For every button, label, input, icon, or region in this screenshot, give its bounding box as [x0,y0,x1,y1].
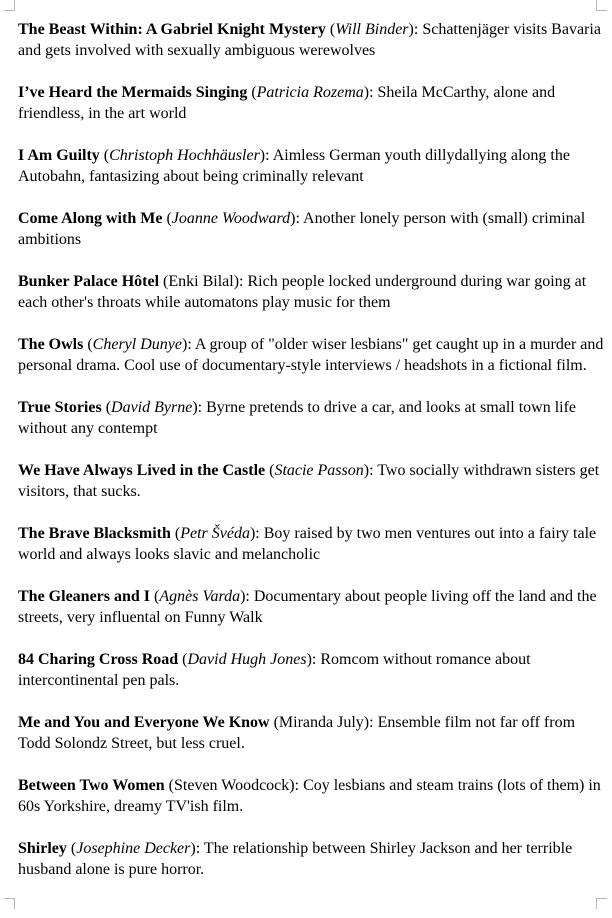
film-title: Come Along with Me [18,210,163,227]
film-description: The relationship between Shirley Jackson and her terrible husband alone is pure horror. [18,840,573,878]
film-entry: The Owls (Cheryl Dunye): A group of "older wiser lesbians" get caught up in a murder and personal drama. Cool use of documentary-style interviews / headshots in a fictional film. [18,336,604,374]
film-description: Byrne pretends to drive a car, and looks at small town life without any contempt [18,399,577,437]
film-title: I’ve Heard the Mermaids Singing [18,84,248,101]
film-description: Aimless German youth dillydallying along the Autobahn, fantasizing about being criminally relevant [18,147,570,185]
film-director: Miranda July [278,714,364,731]
film-title: The Brave Blacksmith [18,525,171,542]
page-corner-marker-top-right [596,0,607,11]
film-entry: Me and You and Everyone We Know (Miranda July): Ensemble film not far off from Todd Solondz Street, but less cruel. [18,714,576,752]
film-description: Another lonely person with (small) criminal ambitions [18,210,586,248]
film-list [18,19,604,901]
film-title: 84 Charing Cross Road [18,651,179,668]
page-corner-marker-bottom-left [4,898,15,909]
film-director: Steven Woodcock [174,777,290,794]
film-title: The Gleaners and I [18,588,151,605]
film-director: Petr Švéda [180,525,250,542]
film-description: Rich people locked underground during war going at each other's throats while automatons play music for them [18,273,587,311]
film-director: Joanne Woodward [171,210,291,227]
film-director: Stacie Passon [274,462,364,479]
film-title: We Have Always Lived in the Castle [18,462,266,479]
page-corner-marker-top-left [4,0,15,11]
film-director: Cheryl Dunye [92,336,182,353]
film-entry: I’ve Heard the Mermaids Singing (Patricia Rozema): Sheila McCarthy, alone and friendless, in the art world [18,84,556,122]
film-title: The Owls [18,336,84,353]
film-description: Boy raised by two men ventures out into a fairy tale world and always looks slavic and melancholic [18,525,597,563]
film-entry: Between Two Women (Steven Woodcock): Coy lesbians and steam trains (lots of them) in 60s Yorkshire, dreamy TV'ish film. [18,777,601,815]
film-description: Coy lesbians and steam trains (lots of them) in 60s Yorkshire, dreamy TV'ish film. [18,777,601,815]
film-description: A group of "older wiser lesbians" get caught up in a murder and personal drama. Cool use of documentary-style interviews / headshots in a fictional film. [18,336,604,374]
film-title: True Stories [18,399,102,416]
film-director: Christoph Hochhäusler [109,147,260,164]
film-title: I Am Guilty [18,147,100,164]
film-entry: Bunker Palace Hôtel (Enki Bilal): Rich people locked underground during war going at each other's throats while automatons play music for them [18,273,587,311]
film-description: Two socially withdrawn sisters get visitors, that sucks. [18,462,600,500]
film-entry: The Gleaners and I (Agnès Varda): Documentary about people living off the land and the streets, very influental on Funny Walk [18,588,597,626]
film-director: David Hugh Jones [187,651,307,668]
film-title: Between Two Women [18,777,165,794]
film-entry: True Stories (David Byrne): Byrne pretends to drive a car, and looks at small town life without any contempt [18,399,577,437]
film-director: Patricia Rozema [256,84,364,101]
film-title: Me and You and Everyone We Know [18,714,270,731]
film-description: Schattenjäger visits Bavaria and gets involved with sexually ambiguous werewolves [18,21,601,59]
film-entry: 84 Charing Cross Road (David Hugh Jones): Romcom without romance about intercontinental pen pals. [18,651,531,689]
film-title: Bunker Palace Hôtel [18,273,160,290]
film-description: Sheila McCarthy, alone and friendless, in the art world [18,84,556,122]
film-entry: Come Along with Me (Joanne Woodward): Another lonely person with (small) criminal ambitions [18,210,586,248]
film-director: Agnès Varda [159,588,241,605]
film-title: The Beast Within: A Gabriel Knight Mystery [18,21,326,38]
film-entry: The Beast Within: A Gabriel Knight Mystery (Will Binder): Schattenjäger visits Bavaria and gets involved with sexually ambiguous werewolves [18,21,601,59]
film-description: Romcom without romance about intercontinental pen pals. [18,651,531,689]
film-entry: The Brave Blacksmith (Petr Švéda): Boy raised by two men ventures out into a fairy tale world and always looks slavic and melancholic [18,525,597,563]
film-description: Ensemble film not far off from Todd Solondz Street, but less cruel. [18,714,576,752]
film-director: Enki Bilal [168,273,234,290]
film-director: Will Binder [335,21,409,38]
film-director: Josephine Decker [76,840,191,857]
film-title: Shirley [18,840,67,857]
film-description: Documentary about people living off the land and the streets, very influental on Funny Walk [18,588,597,626]
film-entry: We Have Always Lived in the Castle (Stacie Passon): Two socially withdrawn sisters get visitors, that sucks. [18,462,600,500]
film-entry: Shirley (Josephine Decker): The relationship between Shirley Jackson and her terrible husband alone is pure horror. [18,840,573,878]
film-director: David Byrne [111,399,193,416]
film-entry: I Am Guilty (Christoph Hochhäusler): Aimless German youth dillydallying along the Autobahn, fantasizing about being criminally relevant [18,147,570,185]
